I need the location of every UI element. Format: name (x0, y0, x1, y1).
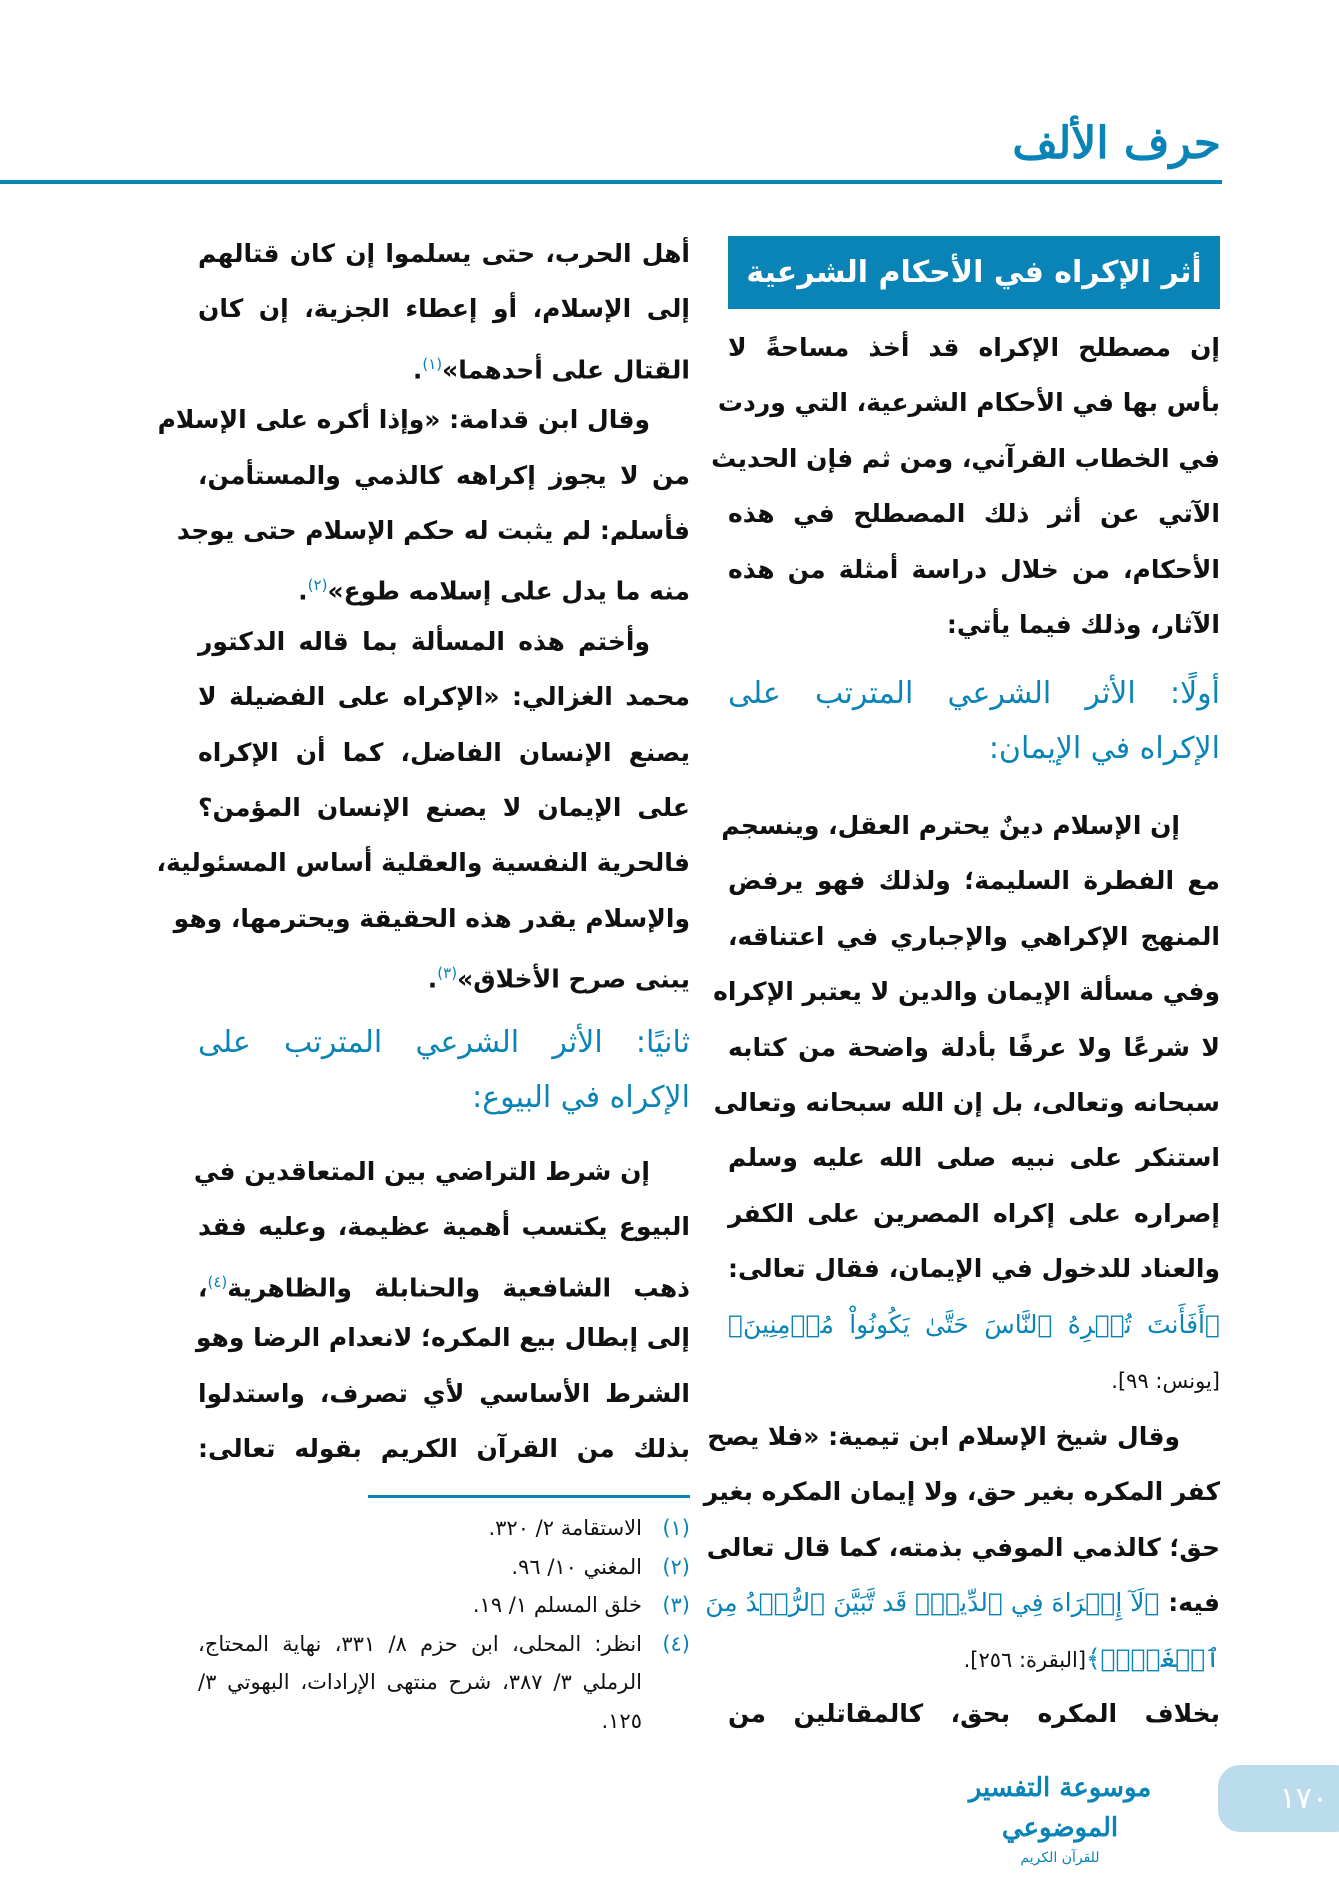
text-line (717, 375, 1220, 430)
text-line (173, 891, 690, 946)
footnote-marker: (٣) (437, 964, 458, 983)
quran-verse: ﴿لَآ إِكۡرَاهَ فِي ٱلدِّينِۖ قَد تَّبَيَّنَ ٱلرُّشۡدُ مِنَ (705, 1588, 1160, 1618)
footnote-number: (٤) (662, 1631, 690, 1656)
line-text: ذهب الشافعية والحنابلة والظاهرية (227, 1273, 690, 1303)
text-line (705, 1575, 1220, 1630)
punctuation: . (427, 964, 438, 994)
punctuation: . (298, 576, 308, 606)
line-text: أهل الحرب، حتى يسلموا إن كان قتالهم (198, 239, 690, 268)
line-text: والعناد للدخول في الإيمان، فقال تعالى: (728, 1254, 1220, 1284)
line-text: الأحكام، من خلال دراسة أمثلة من هذه (728, 554, 1220, 584)
text-line (728, 542, 1220, 597)
subheading-sales (198, 1015, 690, 1126)
footnotes (198, 1509, 690, 1740)
text-line (728, 1297, 1220, 1352)
text-line (198, 337, 690, 392)
footnote-item (198, 1548, 690, 1587)
text-line (198, 946, 690, 1001)
line-text: إصراره على إكراه المصرين على الكفر (728, 1198, 1220, 1228)
footnote-text: انظر: المحلى، ابن حزم ٨/ ٣٣١، نهاية المحتاج، الرملي ٣/ ٣٨٧، شرح منتهى الإرادات، البهوتي ٣/ ١٢٥. (198, 1631, 643, 1733)
text-line (198, 1421, 690, 1476)
text-line (728, 1631, 1220, 1686)
footnote-number: (٢) (662, 1554, 690, 1579)
line-text: أولًا: الأثر الشرعي المترتب على (728, 676, 1220, 711)
section-heading: أثر الإكراه في الأحكام الشرعية (728, 236, 1220, 309)
line-text: في الخطاب القرآني، ومن ثم فإن الحديث (711, 443, 1220, 473)
quran-verse: ٱلۡغَيِّۚ﴾ (1086, 1643, 1220, 1673)
text-line (198, 614, 690, 669)
paragraph-ibn-taymiyyah (703, 1409, 1220, 1741)
page-number (1218, 1765, 1339, 1832)
verse-reference: [البقرة: ٢٥٦]. (963, 1647, 1087, 1672)
text-line (728, 1186, 1220, 1241)
footnote-item (198, 1509, 690, 1548)
line-text: من لا يجوز إكراهه كالذمي والمستأمن، (198, 460, 690, 490)
footnote-text: الاستقامة ٢/ ٣٢٠. (488, 1516, 642, 1540)
line-text: بأس بها في الأحكام الشرعية، التي وردت (717, 388, 1220, 418)
footnote-rule (368, 1495, 690, 1498)
text-line (728, 1686, 1220, 1741)
line-text: وفي مسألة الإيمان والدين لا يعتبر الإكراه (713, 977, 1220, 1007)
line-text: الإكراه في البيوع: (472, 1080, 690, 1116)
line-text: بخلاف المكره بحق، كالمقاتلين من (728, 1698, 1220, 1728)
line-text: فالحرية النفسية والعقلية أساس المسئولية، (156, 848, 690, 878)
text-line (728, 1130, 1220, 1185)
line-text: وأختم هذه المسألة بما قاله الدكتور (198, 626, 650, 656)
line-text: يصنع الإنسان الفاضل، كما أن الإكراه (198, 737, 690, 767)
quran-verse: ﴿أَفَأَنتَ تُكۡرِهُ ٱلنَّاسَ حَتَّىٰ يَكُونُواْ مُؤۡمِنِينَ﴾ (728, 1309, 1220, 1339)
line-text: وقال ابن قدامة: «وإذا أكره على الإسلام (157, 405, 650, 435)
text-line (198, 1366, 690, 1421)
line-text: ثانيًا: الأثر الشرعي المترتب على (198, 1025, 690, 1060)
text-line (713, 964, 1220, 1019)
encyclopedia-logo (935, 1768, 1185, 1866)
line-text: محمد الغزالي: «الإكراه على الفضيلة لا (198, 682, 690, 712)
footnote-item (198, 1625, 690, 1741)
text-line (703, 1464, 1220, 1519)
text-line (195, 1310, 690, 1365)
line-text: فأسلم: لم يثبت له حكم الإسلام حتى يوجد (176, 515, 690, 545)
line-text: المنهج الإكراهي والإجباري في اعتناقه، (728, 921, 1220, 951)
text-line (156, 835, 690, 890)
footnote-text: المغني ١٠/ ٩٦. (511, 1554, 642, 1579)
punctuation: ، (198, 1273, 208, 1303)
line-text: وقال شيخ الإسلام ابن تيمية: «فلا يصح (707, 1422, 1180, 1451)
paragraph-faith (713, 798, 1220, 1407)
line-text: مع الفطرة السليمة؛ ولذلك فهو يرفض (728, 866, 1220, 896)
text-line (198, 669, 690, 724)
line-text: الآثار، وذلك فيما يأتي: (946, 609, 1220, 639)
line-text: فيه: (1159, 1588, 1220, 1618)
text-line (728, 320, 1220, 375)
text-line (198, 1255, 690, 1310)
paragraph-sales (193, 1144, 690, 1476)
line-text: الشرط الأساسي لأي تصرف، واستدلوا (198, 1378, 690, 1408)
text-line (728, 1352, 1220, 1407)
subheading-faith (728, 666, 1220, 777)
line-text: بذلك من القرآن الكريم بقوله تعالى: (198, 1433, 690, 1463)
text-line (198, 226, 690, 281)
line-text: إن شرط التراضي بين المتعاقدين في (193, 1157, 650, 1186)
line-text: إن الإسلام دينٌ يحترم العقل، وينسجم (721, 811, 1180, 840)
text-line (728, 597, 1220, 652)
page-number-text: ١٧٠ (1279, 1781, 1328, 1816)
footnote-text: خلق المسلم ١/ ١٩. (472, 1593, 642, 1617)
text-line (198, 780, 690, 835)
text-line (713, 1075, 1220, 1130)
line-text: البيوع يكتسب أهمية عظيمة، وعليه فقد (198, 1212, 690, 1242)
line-text: إلى إبطال بيع المكره؛ لانعدام الرضا وهو (195, 1323, 690, 1353)
line-text: على الإيمان لا يصنع الإنسان المؤمن؟ (198, 792, 690, 822)
text-line (198, 1199, 690, 1254)
line-text: حق؛ كالذمي الموفي بذمته، كما قال تعالى (706, 1532, 1220, 1562)
line-text: منه ما يدل على إسلامه طوع» (327, 576, 690, 606)
line-text: إلى الإسلام، أو إعطاء الجزية، إن كان (198, 294, 690, 324)
text-line (728, 486, 1220, 541)
text-line (198, 1070, 690, 1125)
text-line (157, 392, 690, 447)
header-rule (0, 180, 1222, 184)
line-text: استنكر على نبيه صلى الله عليه وسلم (728, 1143, 1220, 1173)
footnote-marker: (١) (422, 354, 443, 373)
line-text: سبحانه وتعالى، بل إن الله سبحانه وتعالى (713, 1087, 1220, 1117)
line-text: الآتي عن أثر ذلك المصطلح في هذه (728, 499, 1220, 529)
logo-subtitle: للقرآن الكريم (1020, 1850, 1100, 1866)
line-text: الإكراه في الإيمان: (988, 731, 1220, 767)
text-line (728, 853, 1220, 908)
line-text: لا شرعًا ولا عرفًا بأدلة واضحة من كتابه (728, 1032, 1220, 1062)
text-line (198, 558, 690, 613)
line-text: القتال على أحدهما» (442, 355, 690, 385)
line-text: والإسلام يقدر هذه الحقيقة ويحترمها، وهو (173, 903, 690, 933)
text-line (706, 1520, 1220, 1575)
text-line (198, 1015, 690, 1070)
text-line (707, 1409, 1220, 1464)
footnote-item (198, 1586, 690, 1625)
text-line (728, 1020, 1220, 1075)
text-line (728, 1241, 1220, 1296)
punctuation: . (412, 355, 423, 385)
text-line (198, 448, 690, 503)
text-line (711, 431, 1220, 486)
chapter-title: حرف الألف (1012, 118, 1221, 169)
footnote-number: (٣) (662, 1593, 690, 1617)
footnote-marker: (٢) (307, 576, 328, 595)
text-line (728, 721, 1220, 776)
text-line (198, 281, 690, 336)
paragraph-intro (711, 320, 1220, 652)
text-line (728, 909, 1220, 964)
logo-title: موسوعة التفسير الموضوعي (968, 1773, 1152, 1843)
line-text: يبنى صرح الأخلاق» (457, 964, 690, 994)
text-line (193, 1144, 690, 1199)
footnote-marker: (٤) (207, 1272, 228, 1291)
footnote-number: (١) (662, 1516, 690, 1540)
text-line (198, 725, 690, 780)
line-text: كفر المكره بغير حق، ولا إيمان المكره بغير (703, 1477, 1220, 1507)
text-line (721, 798, 1220, 853)
text-line (728, 666, 1220, 721)
text-line (176, 503, 690, 558)
line-text: إن مصطلح الإكراه قد أخذ مساحةً لا (728, 333, 1220, 362)
verse-reference: [يونس: ٩٩]. (1111, 1368, 1220, 1393)
paragraph-quotes (156, 226, 690, 1001)
